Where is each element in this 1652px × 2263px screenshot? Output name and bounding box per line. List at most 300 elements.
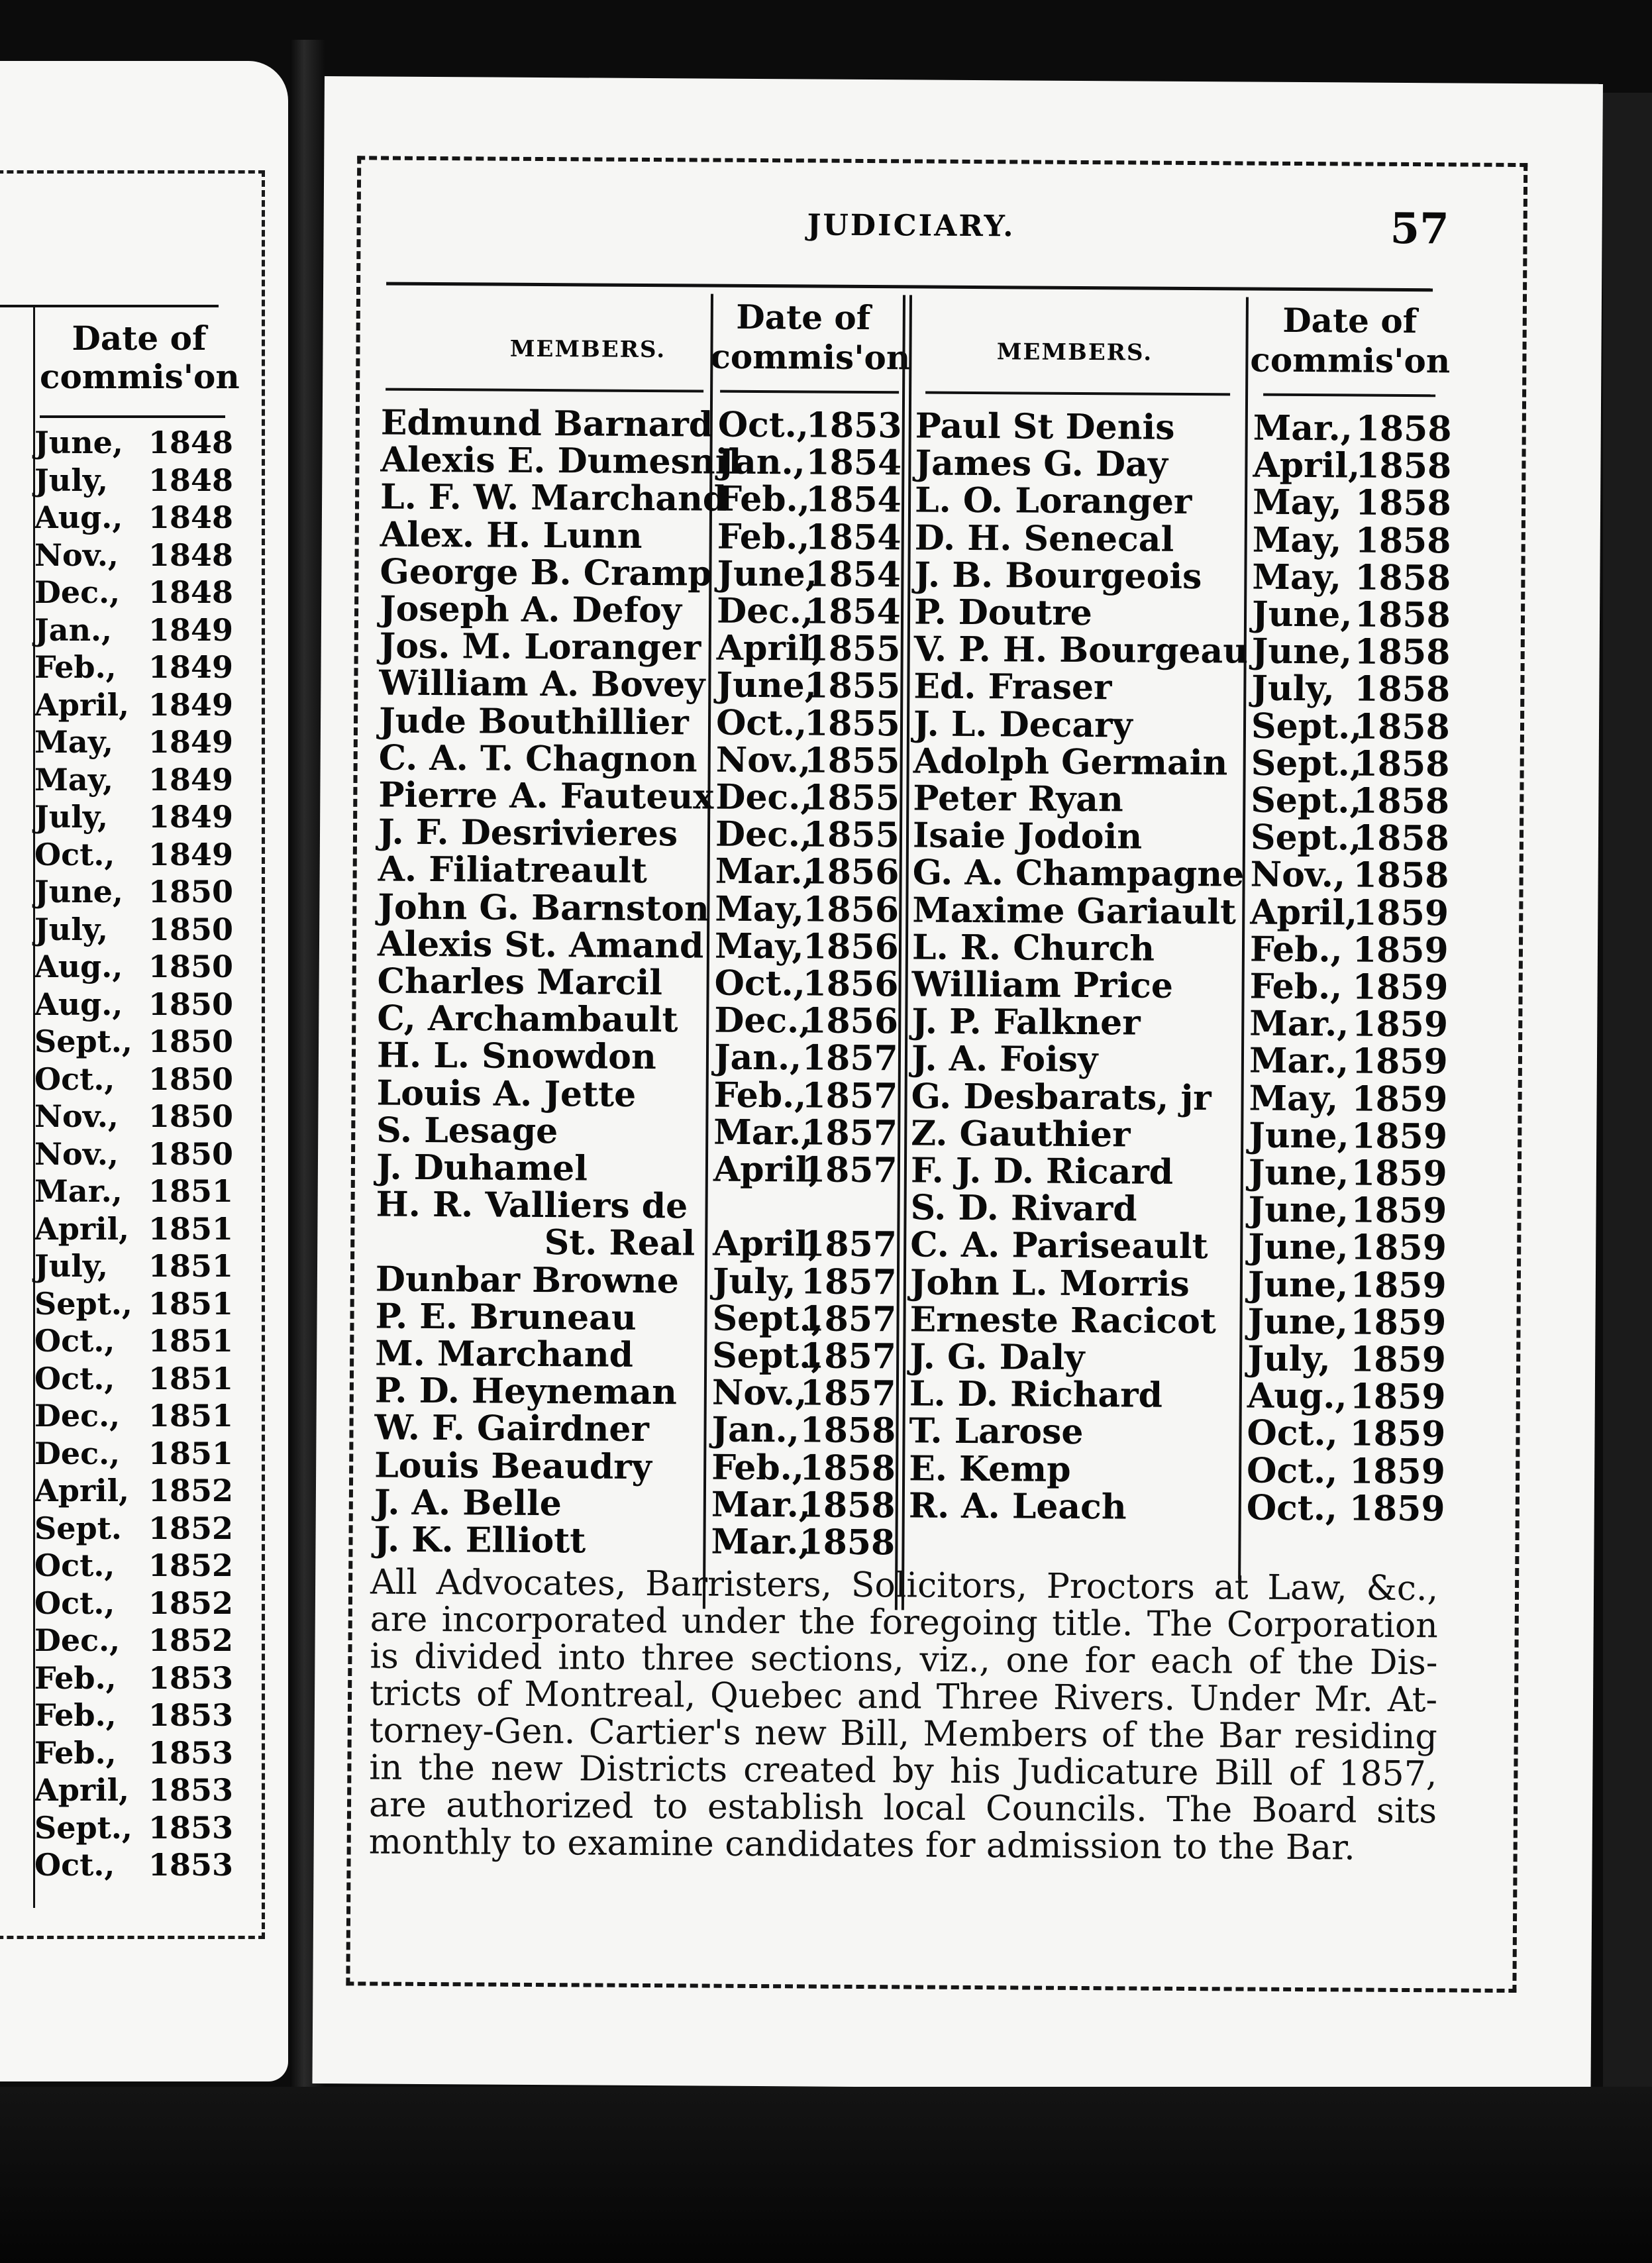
left-date-row: [34, 911, 233, 949]
year: 1852: [148, 1473, 233, 1508]
commission-month: June,: [1248, 1189, 1349, 1231]
commission-month: June,: [1251, 594, 1353, 635]
commission-year: 1859: [1352, 929, 1449, 971]
commission-month: June,: [1247, 1301, 1349, 1343]
month: Oct.,: [34, 836, 115, 872]
commission-month: Nov.,: [715, 739, 811, 781]
left-date-row: [34, 1622, 233, 1659]
month: June,: [34, 425, 123, 460]
member-name: L. O. Loranger: [914, 480, 1192, 523]
left-date-row: [34, 1360, 233, 1398]
month: Oct.,: [34, 1323, 115, 1359]
year: 1850: [148, 911, 233, 947]
commission-month: Sept.,: [1251, 780, 1362, 821]
commission-year: 1859: [1351, 1227, 1447, 1269]
member-name: Jude Bouthillier: [378, 700, 689, 743]
commission-year: 1857: [801, 1224, 898, 1265]
left-date-row: [34, 1734, 233, 1772]
member-name: St. Real: [544, 1222, 696, 1264]
member-name: L. R. Church: [911, 927, 1155, 969]
month: June,: [34, 874, 123, 910]
commission-year: 1854: [805, 554, 902, 596]
commission-month: Sept.,: [1251, 706, 1363, 747]
commission-year: 1859: [1351, 1190, 1447, 1232]
commission-year: 1859: [1351, 1116, 1448, 1157]
member-name: E. Kemp: [908, 1448, 1071, 1490]
commission-year: 1859: [1352, 967, 1449, 1008]
commission-year: 1857: [800, 1336, 897, 1377]
year: 1850: [148, 949, 233, 984]
month: Oct.,: [34, 1847, 115, 1883]
left-date-row: [34, 986, 233, 1024]
member-name: Peter Ryan: [913, 778, 1123, 820]
member-name: L. F. W. Marchand: [380, 476, 727, 520]
date-header-left: Date of commis'on: [710, 297, 911, 378]
note-line: are incorporated under the foregoing title. The Corporation: [370, 1599, 1438, 1646]
member-name: J. P. Falkner: [911, 1001, 1141, 1043]
commission-month: June,: [1247, 1264, 1349, 1306]
year: 1848: [148, 462, 233, 498]
commission-year: 1855: [803, 740, 900, 782]
left-date-row: [34, 1435, 233, 1473]
commission-year: 1858: [1353, 780, 1450, 822]
commission-year: 1856: [802, 1000, 899, 1042]
member-name: W. F. Gairdner: [374, 1407, 650, 1450]
month: Sept.,: [34, 1024, 132, 1059]
commission-month: May,: [1252, 482, 1342, 523]
left-date-row: [34, 1098, 233, 1135]
member-name: Adolph Germain: [913, 741, 1228, 784]
year: 1849: [148, 836, 233, 872]
commission-month: Oct.,: [1246, 1450, 1338, 1491]
commission-month: Oct.,: [717, 404, 809, 446]
commission-year: 1854: [805, 517, 902, 558]
month: Oct.,: [34, 1585, 115, 1621]
month: Nov.,: [34, 1098, 119, 1134]
commission-month: Feb.,: [1249, 929, 1343, 971]
month: July,: [34, 799, 109, 835]
note-line: torney-Gen. Cartier's new Bill, Members of the Bar residing: [369, 1710, 1437, 1758]
member-name: Alexis E. Dumesnil: [380, 439, 742, 483]
year: 1853: [148, 1734, 233, 1771]
commission-year: 1859: [1350, 1265, 1447, 1306]
section-title: JUDICIARY.: [807, 208, 1015, 244]
commission-month: Mar.,: [715, 851, 815, 892]
year: 1849: [148, 761, 233, 798]
month: April,: [34, 686, 130, 723]
commission-month: June,: [1248, 1226, 1349, 1268]
month: Feb.,: [34, 1697, 117, 1733]
commission-year: 1857: [801, 1037, 898, 1079]
left-date-row: [34, 1809, 233, 1847]
commission-year: 1856: [803, 889, 900, 930]
left-date-row: [34, 948, 233, 986]
year: 1853: [148, 1697, 233, 1733]
month: April,: [34, 1772, 130, 1808]
month: Oct.,: [34, 1548, 115, 1583]
member-name: J. G. Daly: [909, 1336, 1085, 1379]
commission-year: 1856: [803, 851, 900, 893]
year: 1851: [148, 1435, 233, 1471]
commission-year: 1854: [805, 479, 902, 521]
member-name: Alex. H. Lunn: [380, 514, 643, 556]
member-name: J. A. Belle: [374, 1482, 562, 1524]
commission-month: June,: [716, 665, 817, 706]
commission-year: 1855: [803, 814, 900, 856]
commission-year: 1858: [1353, 743, 1450, 785]
member-name: C. A. Pariseault: [910, 1224, 1208, 1267]
member-name: J. K. Elliott: [374, 1519, 586, 1561]
member-name: Louis Beaudry: [374, 1445, 652, 1487]
member-name: M. Marchand: [375, 1333, 634, 1375]
commission-year: 1859: [1351, 1041, 1448, 1082]
commission-year: 1857: [801, 1149, 898, 1191]
year: 1850: [148, 1024, 233, 1059]
commission-month: Mar.,: [711, 1521, 811, 1563]
commission-month: Feb.,: [717, 479, 811, 520]
member-name: Pierre A. Fauteux: [378, 774, 714, 817]
year: 1850: [148, 874, 233, 910]
commission-month: Sept.,: [1251, 743, 1363, 784]
commission-month: Dec.,: [716, 590, 814, 632]
commission-month: June,: [1248, 1152, 1349, 1194]
month: Oct.,: [34, 1061, 115, 1097]
commission-year: 1859: [1350, 1339, 1447, 1381]
month: July,: [34, 911, 109, 947]
commission-month: May,: [714, 925, 804, 967]
member-name: William Price: [911, 964, 1174, 1006]
note-line: tricts of Montreal, Quebec and Three Rivers. Under Mr. At-: [369, 1673, 1438, 1720]
member-name: P. Doutre: [913, 592, 1093, 634]
page-number: 57: [1390, 203, 1449, 254]
commission-month: Mar.,: [713, 1112, 813, 1153]
month: Sept.: [34, 1510, 122, 1546]
left-date-row: [34, 761, 233, 799]
commission-month: Oct.,: [1246, 1487, 1338, 1529]
commission-year: 1857: [800, 1298, 897, 1340]
commission-month: April,: [713, 1149, 821, 1190]
member-name: J. A. Foisy: [911, 1038, 1098, 1080]
member-name: Louis A. Jette: [376, 1073, 637, 1115]
member-name: J. L. Decary: [913, 704, 1133, 746]
commission-month: July,: [1251, 668, 1335, 710]
month: Mar.,: [34, 1173, 123, 1209]
commission-month: June,: [717, 553, 818, 595]
commission-month: Feb.,: [711, 1447, 805, 1489]
commission-month: Dec.,: [715, 776, 813, 818]
commission-year: 1859: [1349, 1413, 1446, 1455]
commission-year: 1859: [1349, 1376, 1446, 1418]
year: 1849: [148, 686, 233, 723]
commission-month: Mar.,: [1249, 1003, 1349, 1045]
member-name: L. D. Richard: [909, 1373, 1163, 1416]
left-date-row: [34, 873, 233, 911]
commission-month: May,: [1252, 556, 1342, 598]
commission-month: Sept.,: [712, 1335, 823, 1377]
commission-year: 1858: [1353, 817, 1449, 859]
commission-month: June,: [1249, 1115, 1349, 1157]
year: 1848: [148, 537, 233, 573]
year: 1853: [148, 1772, 233, 1808]
commission-month: May,: [715, 888, 805, 930]
commission-year: 1859: [1353, 892, 1449, 933]
left-date-column: [34, 424, 233, 1884]
commission-year: 1859: [1351, 1153, 1447, 1194]
commission-month: Nov.,: [1250, 854, 1346, 896]
month: Aug.,: [34, 500, 123, 535]
month: Nov.,: [34, 537, 119, 573]
left-date-row: [34, 537, 233, 574]
commission-month: Feb.,: [1249, 966, 1343, 1008]
month: Feb.,: [34, 649, 117, 685]
left-date-row: [34, 1322, 233, 1360]
year: 1848: [148, 425, 233, 460]
year: 1851: [148, 1323, 233, 1359]
left-date-row: [34, 424, 233, 462]
commission-month: Jan.,: [711, 1410, 800, 1451]
left-date-row: [34, 574, 233, 611]
commission-year: 1858: [799, 1447, 896, 1489]
member-name: John G. Barnston: [378, 886, 709, 929]
commission-year: 1858: [1355, 408, 1452, 450]
commission-year: 1857: [801, 1112, 898, 1154]
left-date-row: [34, 1585, 233, 1622]
month: Sept.,: [34, 1285, 132, 1322]
commission-year: 1858: [1354, 594, 1451, 636]
year: 1851: [148, 1398, 233, 1434]
month: Jan.,: [34, 611, 113, 648]
commission-year: 1854: [805, 442, 902, 484]
commission-year: 1858: [1353, 855, 1449, 896]
commission-year: 1859: [1351, 1079, 1448, 1120]
member-name: J. F. Desrivieres: [378, 812, 678, 855]
commission-year: 1858: [799, 1485, 896, 1526]
left-date-row: [34, 1210, 233, 1248]
commission-year: 1859: [1349, 1488, 1445, 1530]
month: Dec.,: [34, 1435, 121, 1471]
commission-month: Oct.,: [714, 963, 806, 1004]
commission-month: Mar.,: [1249, 1040, 1349, 1082]
note-line: is divided into three sections, viz., one for each of the Dis-: [370, 1636, 1438, 1683]
year: 1852: [148, 1585, 233, 1621]
month: Feb.,: [34, 1659, 117, 1696]
commission-month: July,: [1247, 1338, 1331, 1380]
left-date-row: [34, 1547, 233, 1585]
year: 1849: [148, 649, 233, 685]
running-head: [323, 205, 1582, 260]
left-date-row: [34, 686, 233, 724]
member-name: Charles Marcil: [377, 961, 663, 1004]
commission-year: 1853: [805, 405, 902, 447]
month: July,: [34, 1248, 109, 1284]
commission-month: May,: [1249, 1078, 1339, 1119]
commission-month: Nov.,: [711, 1372, 807, 1414]
commission-year: 1858: [799, 1522, 896, 1563]
year: 1851: [148, 1173, 233, 1209]
main-page: [312, 76, 1602, 2091]
left-date-row: [34, 1397, 233, 1435]
member-name: H. R. Valliers de: [376, 1184, 688, 1227]
month: Aug.,: [34, 986, 123, 1022]
member-name: A. Filiatreault: [378, 849, 648, 892]
year: 1853: [148, 1659, 233, 1696]
member-name: Jos. M. Loranger: [379, 625, 701, 668]
note-line: are authorized to establish local Councils. The Board sits: [368, 1785, 1437, 1832]
member-name: Alexis St. Amand: [377, 923, 704, 967]
commission-month: Dec.,: [714, 1000, 811, 1041]
commission-year: 1859: [1349, 1451, 1446, 1492]
commission-month: May,: [1252, 519, 1342, 560]
commission-month: Feb.,: [717, 516, 810, 558]
commission-year: 1857: [801, 1075, 898, 1116]
commission-year: 1856: [802, 926, 899, 968]
month: Dec.,: [34, 574, 121, 610]
member-name: P. D. Heyneman: [374, 1370, 678, 1413]
members-header-left: MEMBERS.: [509, 335, 666, 364]
year: 1850: [148, 1135, 233, 1172]
member-name: P. E. Bruneau: [375, 1296, 637, 1338]
member-name: J. Duhamel: [376, 1147, 588, 1189]
commission-year: 1857: [800, 1261, 897, 1302]
commission-month: April,: [716, 627, 824, 669]
year: 1851: [148, 1360, 233, 1396]
member-name: J. B. Bourgeois: [914, 554, 1202, 597]
date-header-right: Date of commis'on: [1250, 300, 1451, 381]
year: 1852: [148, 1548, 233, 1583]
commission-year: 1858: [1355, 520, 1451, 561]
month: Aug.,: [34, 949, 123, 984]
commission-month: Feb.,: [713, 1075, 807, 1116]
month: May,: [34, 761, 114, 798]
member-name: Erneste Racicot: [909, 1299, 1217, 1342]
commission-month: Oct.,: [715, 702, 807, 744]
left-date-row: [34, 1472, 233, 1510]
member-name: C. A. T. Chagnon: [378, 737, 697, 780]
year: 1852: [148, 1510, 233, 1546]
year: 1851: [148, 1285, 233, 1322]
member-name: R. A. Leach: [908, 1485, 1127, 1528]
left-date-row: [34, 1135, 233, 1173]
commission-month: Sept.,: [712, 1298, 823, 1340]
book-cover-bottom: [0, 2087, 1652, 2263]
commission-year: 1855: [804, 628, 901, 670]
commission-month: July,: [712, 1261, 796, 1302]
commission-month: April,: [1253, 445, 1361, 486]
members-header-right: MEMBERS.: [996, 339, 1153, 366]
left-date-row: [34, 1771, 233, 1809]
member-name: H. L. Snowdon: [376, 1035, 656, 1078]
member-name: Maxime Gariault: [912, 890, 1237, 933]
left-date-row: [34, 1697, 233, 1734]
month: Sept.,: [34, 1809, 132, 1846]
member-name: V. P. H. Bourgeau: [913, 629, 1249, 672]
year: 1850: [148, 1061, 233, 1097]
commission-month: Dec.,: [715, 814, 813, 855]
commission-month: June,: [1251, 631, 1353, 672]
member-name: George B. Cramp: [380, 551, 712, 594]
year: 1851: [148, 1248, 233, 1284]
month: April,: [34, 1210, 130, 1247]
left-date-row: [34, 1846, 233, 1884]
month: Feb.,: [34, 1734, 117, 1771]
year: 1850: [148, 986, 233, 1022]
commission-year: 1855: [803, 703, 900, 744]
member-name: Edmund Barnard: [380, 402, 713, 445]
commission-month: Jan.,: [717, 441, 805, 483]
commission-year: 1858: [1355, 482, 1452, 524]
member-name: D. H. Senecal: [914, 517, 1174, 560]
left-date-row: [34, 1023, 233, 1061]
member-name: John L. Morris: [909, 1262, 1190, 1304]
commission-month: Aug.,: [1247, 1375, 1347, 1417]
year: 1853: [148, 1809, 233, 1846]
commission-year: 1858: [1355, 445, 1452, 487]
commission-year: 1854: [804, 591, 901, 633]
commission-year: 1858: [1354, 631, 1451, 673]
member-name: T. Larose: [909, 1410, 1084, 1453]
left-date-row: [34, 1285, 233, 1323]
year: 1853: [148, 1847, 233, 1883]
member-name: James G. Day: [915, 443, 1168, 485]
member-name: C, Archambault: [377, 998, 678, 1041]
left-date-row: [34, 1659, 233, 1697]
year: 1848: [148, 500, 233, 535]
page-edge-shadow: [1603, 93, 1652, 2087]
commission-year: 1856: [802, 963, 899, 1005]
year: 1849: [148, 724, 233, 760]
member-name: G. Desbarats, jr: [911, 1076, 1212, 1118]
left-date-row: [34, 1061, 233, 1098]
member-name: Z. Gauthier: [911, 1113, 1131, 1155]
left-date-row: [34, 1173, 233, 1210]
corporation-note: [369, 1563, 1439, 1867]
member-name: Ed. Fraser: [913, 666, 1112, 708]
commission-year: 1858: [1353, 706, 1450, 747]
month: July,: [34, 462, 109, 498]
note-line: in the new Districts created by his Judicature Bill of 1857,: [369, 1748, 1437, 1795]
left-date-row: [34, 1510, 233, 1548]
year: 1849: [148, 799, 233, 835]
month: Dec.,: [34, 1622, 121, 1658]
left-date-row: [34, 499, 233, 537]
year: 1852: [148, 1622, 233, 1658]
left-date-row: [34, 1247, 233, 1285]
month: Nov.,: [34, 1135, 119, 1172]
commission-month: Jan.,: [713, 1037, 802, 1079]
month: April,: [34, 1473, 130, 1508]
note-line: All Advocates, Barristers, Solicitors, Proctors at Law, &c.,: [370, 1562, 1439, 1609]
commission-year: 1858: [1355, 557, 1451, 599]
year: 1850: [148, 1098, 233, 1134]
month: May,: [34, 724, 114, 760]
commission-month: Oct.,: [1247, 1412, 1338, 1454]
member-name: G. A. Champagne: [912, 852, 1245, 895]
left-date-row: [34, 611, 233, 649]
commission-month: April,: [1250, 892, 1358, 933]
member-name: William A. Bovey: [379, 662, 705, 706]
member-name: F. J. D. Ricard: [910, 1150, 1174, 1192]
commission-year: 1855: [803, 777, 900, 819]
left-date-column-header: Date of commis'on: [40, 319, 240, 396]
commission-year: 1859: [1352, 1004, 1449, 1045]
month: Oct.,: [34, 1360, 115, 1396]
left-date-row: [34, 798, 233, 836]
commission-year: 1858: [800, 1410, 896, 1451]
member-name: S. Lesage: [376, 1110, 558, 1151]
commission-month: Sept.,: [1250, 817, 1362, 859]
commission-year: 1859: [1350, 1302, 1447, 1343]
left-date-row: [34, 462, 233, 500]
